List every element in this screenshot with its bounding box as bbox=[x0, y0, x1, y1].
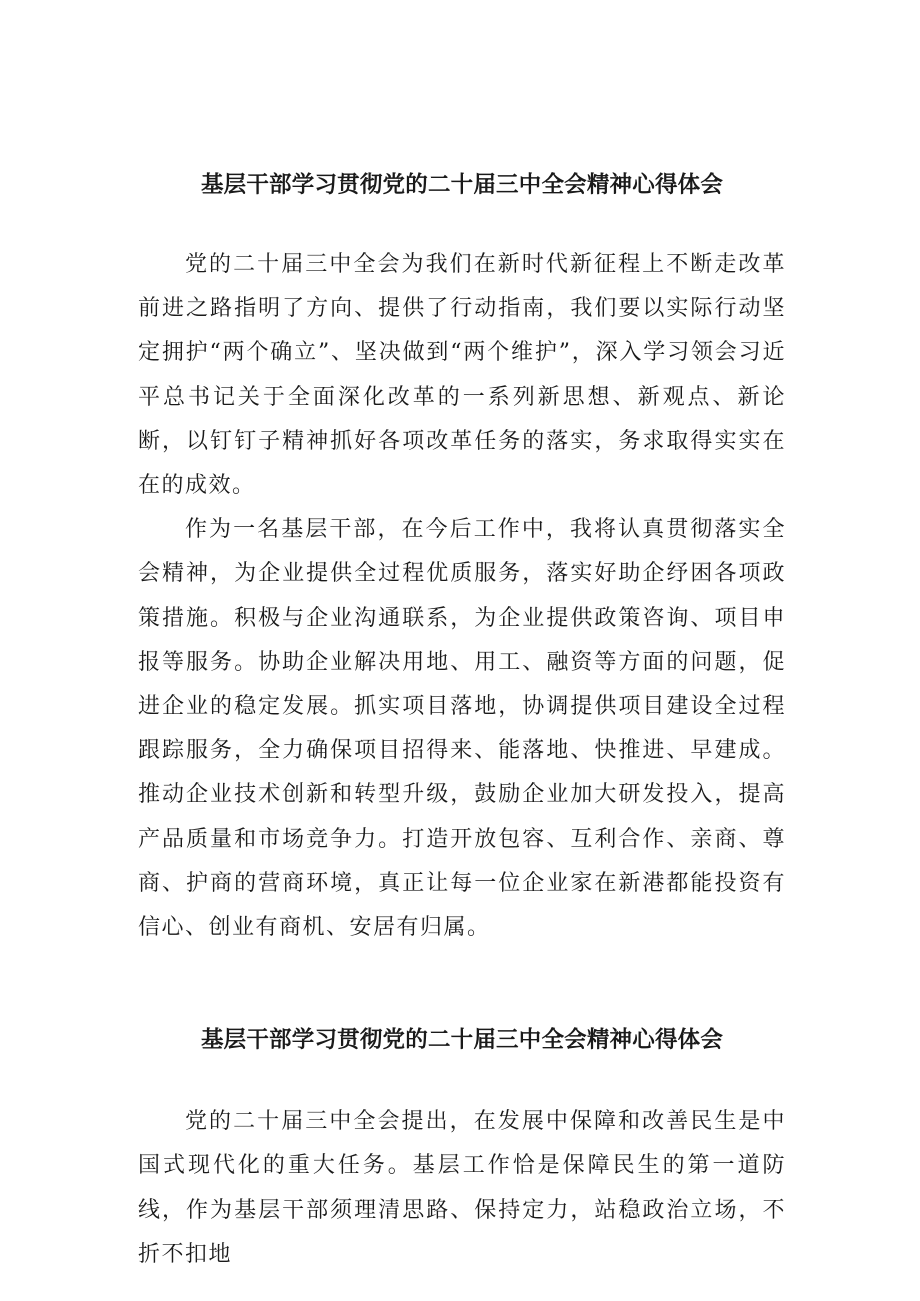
article-paragraph: 党的二十届三中全会提出，在发展中保障和改善民生是中国式现代化的重大任务。基层工作恰是保障民生的第一道防线，作为基层干部须理清思路、保持定力，站稳政治立场，不折不扣地 bbox=[138, 1109, 786, 1267]
article-paragraph: 党的二十届三中全会为我们在新时代新征程上不断走改革前进之路指明了方向、提供了行动指南，我们要以实际行动坚定拥护“两个确立”、坚决做到“两个维护”，深入学习领会习近平总书记关于全面深化改革的一系列新思想、新观点、新论断，以钉钉子精神抓好各项改革任务的落实，务求取得实实在在的成效。 bbox=[138, 252, 786, 499]
document-body bbox=[138, 0, 786, 1277]
article-title: 基层干部学习贯彻党的二十届三中全会精神心得体会 bbox=[200, 172, 724, 198]
article-paragraph: 作为一名基层干部，在今后工作中，我将认真贯彻落实全会精神，为企业提供全过程优质服务，落实好助企纾困各项政策措施。积极与企业沟通联系，为企业提供政策咨询、项目申报等服务。协助企业解决用地、用工、融资等方面的问题，促进企业的稳定发展。抓实项目落地，协调提供项目建设全过程跟踪服务，全力确保项目招得来、能落地、快推进、早建成。推动企业技术创新和转型升级，鼓励企业加大研发投入，提高产品质量和市场竞争力。打造开放包容、互利合作、亲商、尊商、护商的营商环境，真正让每一位企业家在新港都能投资有信心、创业有商机、安居有归属。 bbox=[138, 517, 786, 941]
article-title: 基层干部学习贯彻党的二十届三中全会精神心得体会 bbox=[200, 1027, 724, 1054]
article-section-1 bbox=[138, 165, 786, 950]
article-section-2 bbox=[138, 1020, 786, 1277]
